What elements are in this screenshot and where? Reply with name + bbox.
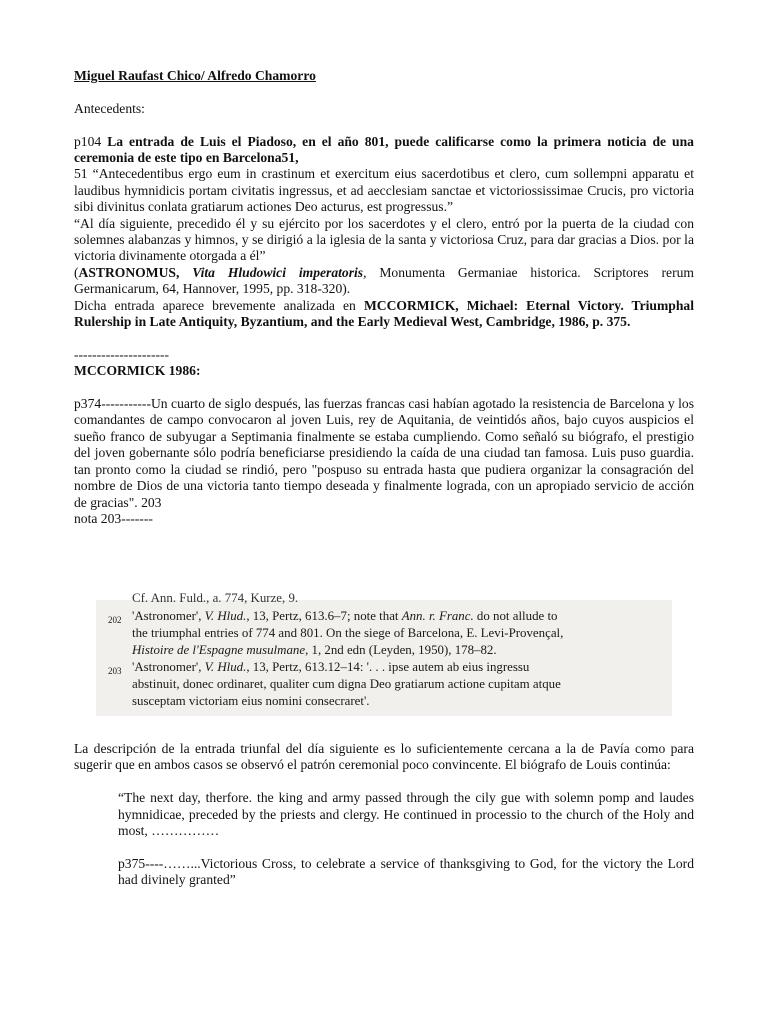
scan-line-3: Histoire de l'Espagne musulmane, 1, 2nd edn (Leyden, 1950), 178–82.	[132, 643, 497, 657]
latin-quote: 51 “Antecedentibus ergo eum in crastinum et exercitum eius sacerdotibus et clero, cum sollempni apparatu et laudibus hymnidicis portam civitatis ingressus, et ad aecclesiam sanctae et victoriossissimae Crucis, pro victoria sibi divinitus conlata gratiarum actiones Deo acturus, est progressus.”	[74, 166, 694, 215]
antecedents-label: Antecedents:	[74, 100, 145, 116]
document-page-lower	[74, 741, 694, 889]
separator-line: ---------------------	[74, 346, 170, 362]
dicha-paragraph: Dicha entrada aparece brevemente analizada en MCCORMICK, Michael: Eternal Victory. Triumphal Rulership in Late Antiquity, Byzantium, and the Early Medieval West, Cambridge, 1986, p. 375.	[74, 297, 694, 330]
spanish-quote: “Al día siguiente, precedido él y su ejército por los sacerdotes y el clero, entró por la puerta de la ciudad con solemnes alabanzas y himnos, y se dirigió a la iglesia de la santa y victoriosa Cruz, para dar gracias a Dios. por la victoria divinamente otorgada a él”	[74, 215, 694, 264]
citation-title: Vita Hludowici imperatoris	[192, 264, 364, 280]
dicha-bold-reference: MCCORMICK, Michael: Eternal Victory. Triumphal Rulership in Late Antiquity, Byzantium, and the Early Medieval West, Cambridge, 1986, p. 375.	[74, 297, 694, 330]
scan-line-4: 'Astronomer', V. Hlud., 13, Pertz, 613.12–14: '. . . ipse autem ab eius ingressu	[132, 660, 530, 674]
scanned-footnote-image	[96, 591, 672, 716]
scan-line-1: 'Astronomer', V. Hlud., 13, Pertz, 613.6–7; note that Ann. r. Franc. do not allude to	[132, 609, 558, 623]
p104-ref: p104	[74, 133, 102, 149]
p104-paragraph	[74, 134, 694, 167]
english-quote: “The next day, therfore. the king and army passed through the cily gue with solemn pomp and laudes hymnidicae, preceded by the priests and clergy. He continued in processio to the church of the Holy and most, ……………	[118, 790, 694, 839]
scan-cut-line: Cf. Ann. Fuld., a. 774, Kurze, 9.	[132, 591, 299, 605]
nota-label: nota 203-------	[74, 510, 153, 526]
p374-paragraph: p374-----------Un cuarto de siglo después, las fuerzas francas casi habían agotado la resistencia de Barcelona y los comandantes de campo convocaron al joven Luis, rey de Aquitania, de veintidós años, bajo cuyos auspicios el sueño franco de subyugar a Septimania finalmente se estaba cumpliendo. Como señaló su biógrafo, el prestigio del joven gobernante sólo podría beneficiarse presidiendo la caída de una ciudad tan famosa. Luis puso guardia. tan pronto como la ciudad se rindió, pero "pospuso su entrada hasta que pudiera organizar la consagración del nombre de Dios de una victoria tanto tiempo deseada y finalmente lograda, con un apropiado servicio de acción de gracias". 203	[74, 396, 694, 510]
footnote-number-203: 203	[108, 666, 122, 676]
p375-paragraph: p375----……...Victorious Cross, to celebrate a service of thanksgiving to God, for the victory the Lord had divinely granted”	[118, 855, 694, 888]
scan-line-5: abstinuit, donec ordinaret, qualiter cum digna Deo gratiarum actione cupitam atque	[132, 677, 561, 691]
citation-rest: , Monumenta Germaniae historica. Scriptores rerum Germanicarum, 64, Hannover, 1995, pp. 318-320).	[74, 264, 694, 297]
scan-line-6: susceptam victoriam eius nomini consecraret'.	[132, 694, 370, 708]
descripcion-paragraph: La descripción de la entrada triunfal del día siguiente es lo suficientemente cercana a la de Pavía como para sugerir que en ambos casos se observó el patrón ceremonial poco convincente. El biógrafo de Louis continúa:	[74, 741, 694, 773]
document-page	[74, 68, 694, 527]
authors-heading: Miguel Raufast Chico/ Alfredo Chamorro	[74, 68, 316, 83]
scan-line-2: the triumphal entries of 774 and 801. On the siege of Barcelona, E. Levi-Provençal,	[132, 626, 564, 640]
section-title: MCCORMICK 1986:	[74, 363, 201, 379]
citation: (ASTRONOMUS, Vita Hludowici imperatoris, Monumenta Germaniae historica. Scriptores rerum Germanicarum, 64, Hannover, 1995, pp. 318-320).	[74, 264, 694, 297]
citation-author: ASTRONOMUS,	[78, 264, 180, 280]
footnote-number-202: 202	[108, 615, 122, 625]
p104-bold-text: La entrada de Luis el Piadoso, en el año 801, puede calificarse como la primera noticia de una ceremonia de este tipo en Barcelona51,	[74, 133, 694, 165]
